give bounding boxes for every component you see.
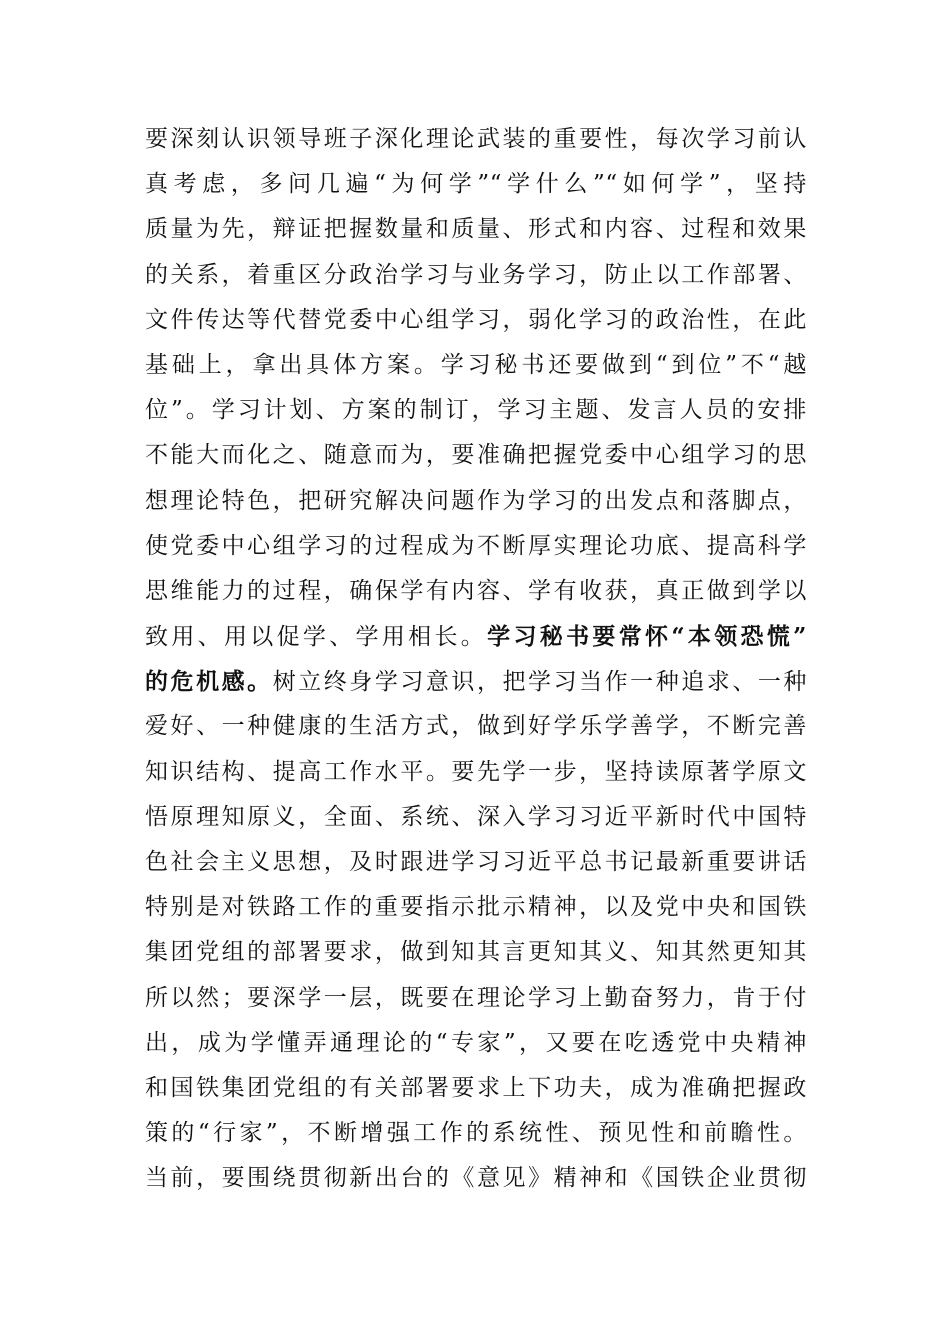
text-line (145, 343, 807, 388)
text-line (145, 207, 807, 252)
text-segment: 特别是对铁路工作的重要指示批示精神，以及党中央和国铁 (145, 894, 807, 921)
text-segment: 致用、用以促学、学用相长。 (145, 624, 488, 651)
text-line (145, 524, 807, 569)
text-segment: 要深刻认识领导班子深化理论武装的重要性，每次学习前认 (145, 126, 807, 152)
text-segment: 悟原理知原义，全面、系统、深入学习习近平新时代中国特 (145, 803, 807, 830)
text-line (145, 1021, 807, 1066)
text-line (145, 298, 807, 343)
text-line (145, 1066, 807, 1111)
text-line (145, 704, 807, 749)
text-line (145, 659, 807, 704)
text-line (145, 885, 807, 930)
text-segment: 文件传达等代替党委中心组学习，弱化学习的政治性，在此 (145, 306, 807, 333)
text-segment: 基础上，拿出具体方案。学习秘书还要做到“到位”不“越 (145, 351, 807, 378)
text-segment: 出，成为学懂弄通理论的“专家”，又要在吃透党中央精神 (145, 1029, 807, 1056)
text-segment: 想理论特色，把研究解决问题作为学习的出发点和落脚点， (145, 487, 807, 514)
text-line (145, 253, 807, 298)
text-segment: 质量为先，辩证把握数量和质量、形式和内容、过程和效果 (145, 216, 807, 243)
text-segment: 树立终身学习意识，把学习当作一种追求、一种 (272, 669, 807, 696)
text-segment: 爱好、一种健康的生活方式，做到好学乐学善学，不断完善 (145, 713, 807, 740)
text-line (145, 1156, 807, 1201)
text-segment: 策的“行家”，不断增强工作的系统性、预见性和前瞻性。 (145, 1120, 807, 1147)
text-segment: 色社会主义思想，及时跟进学习习近平总书记最新重要讲话 (145, 849, 807, 875)
text-line (145, 930, 807, 975)
text-line (145, 433, 807, 478)
text-segment: 集团党组的部署要求，做到知其言更知其义、知其然更知其 (145, 939, 807, 966)
text-segment: 所以然；要深学一层，既要在理论学习上勤奋努力，肯于付 (145, 984, 807, 1011)
text-line (145, 117, 807, 162)
text-segment: 的关系，着重区分政治学习与业务学习，防止以工作部署、 (145, 261, 807, 288)
text-line (145, 1111, 807, 1156)
text-segment: 和国铁集团党组的有关部署要求上下功夫，成为准确把握政 (145, 1074, 807, 1101)
text-segment: 知识结构、提高工作水平。要先学一步，坚持读原著学原文 (145, 758, 807, 785)
text-line (145, 388, 807, 433)
text-segment: 使党委中心组学习的过程成为不断厚实理论功底、提高科学 (145, 532, 807, 559)
text-segment: 真考虑，多问几遍“为何学”“学什么”“如何学”，坚持 (145, 171, 807, 198)
bold-text-segment: 学习秘书要常怀“本领恐慌” (487, 623, 807, 651)
text-segment: 当前，要围绕贯彻新出台的《意见》精神和《国铁企业贯彻 (145, 1165, 807, 1192)
text-line (145, 614, 807, 659)
text-line (145, 976, 807, 1021)
text-segment: 思维能力的过程，确保学有内容、学有收获，真正做到学以 (145, 577, 807, 604)
text-line (145, 479, 807, 524)
bold-text-segment: 的危机感。 (145, 668, 273, 696)
text-segment: 位”。学习计划、方案的制订，学习主题、发言人员的安排 (145, 397, 807, 424)
text-line (145, 795, 807, 840)
text-line (145, 750, 807, 795)
text-line (145, 569, 807, 614)
text-line (145, 162, 807, 207)
text-line (145, 840, 807, 885)
body-paragraph (145, 117, 807, 1202)
text-segment: 不能大而化之、随意而为，要准确把握党委中心组学习的思 (145, 442, 807, 469)
